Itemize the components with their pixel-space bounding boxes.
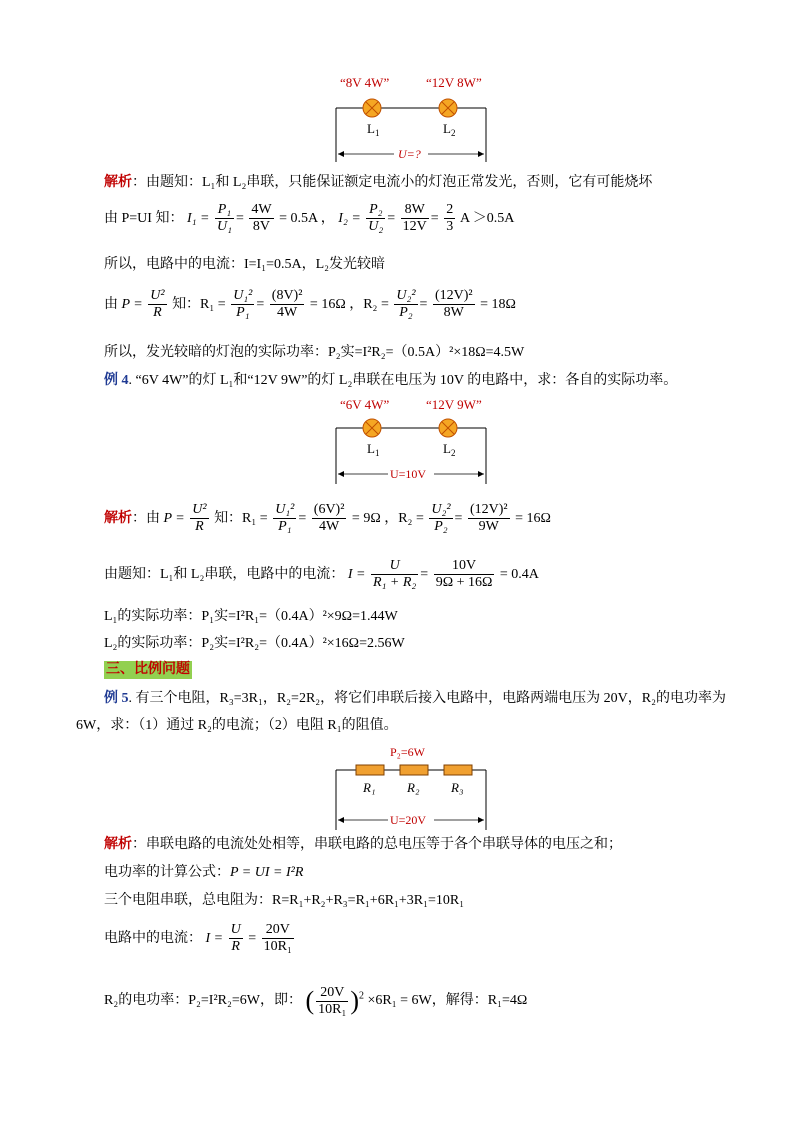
svg-text:L2: $L_2$ [443,441,456,458]
svg-text:R₁: R₁ [363,780,376,795]
resistor-1-icon [356,765,384,775]
ex3-line4: 由 P = $\frac{\text{U²}}{R}$ 知：R₁ = $\frac{\text{U₁²}}{\text{P₁}}$ = $\frac{\text{(8V)²}}{4W}$ = 16Ω ，R₂ = $\frac{\text{U₂²}}{\text{P₂}}$ = $\frac{\text{(12V)²}}{8W}$ = 18Ω [104,288,516,321]
lamp-1-icon [363,419,381,437]
ex4-sol-line4: L₂的实际功率：P₂实=I²R₂=（0.4A）²×16Ω=2.56W [104,636,405,651]
voltage-label-3: U=20V [390,813,427,827]
ex3-line3: 所以，电路中的电流：I=I₁=0.5A，L₂发光较暗 [104,257,386,272]
ex4-title: 例 4. “6V 4W”的灯 L₁和“12V 9W”的灯 L₂串联在电压为 10V 的电路中，求：各自的实际功率。 [104,373,678,388]
ex5-line2: 6W，求：（1）通过 R₂的电流；（2）电阻 R₁的阻值。 [76,718,398,733]
circuit-diagram-3 [330,742,500,834]
lamp-2-icon [439,99,457,117]
section-heading: 三、比例问题 [106,662,190,677]
power-label: P₂=6W [390,745,425,759]
resistor-3-icon [444,765,472,775]
ex4-sol-line2: 由题知：L₁和 L₂串联，电路中的电流： I = $\frac{U}{\text{R₁ + R₂}}$ = $\frac{10V}{9\Omega + 16\Omega}$ = 0.4A [104,558,539,591]
ex5-sol-line1: 解析：串联电路的电流处处相等，串联电路的总电压等于各个串联导体的电压之和； [104,837,622,852]
voltage-label-2: U=10V [390,467,427,481]
lamp2-rating: “12V 8W” [426,75,482,90]
svg-text:L1: $L_1$ [367,121,380,138]
ex3-line2: 由 P=UI 知： I₁ = $\frac{\text{P₁}}{\text{U₁}}$ = $\frac{4W}{8V}$ = 0.5A ， I₂ = $\frac{\text{P₂}}{\text{U₂}}$ = $\frac{8W}{12V}$ = $\frac{2}{3}$ A ＞0.5A [104,202,515,235]
ex5-sol-line2: 电功率的计算公式：P = UI = I²R [104,865,304,880]
ex5-line1: 例 5. 有三个电阻，R₃=3R₁，R₂=2R₂，将它们串联后接入电路中，电路两端电压为 20V，R₂的电功率为 [104,691,726,706]
lamp-2-icon [439,419,457,437]
lamp-1-icon [363,99,381,117]
ex4-sol-line1: 解析：由 P = $\frac{\text{U²}}{R}$ 知：R₁ = $\frac{\text{U₁²}}{\text{P₁}}$ = $\frac{\text{(6V)²}}{4W}$ = 9Ω ，R₂ = $\frac{\text{U₂²}}{\text{P₂}}$ = $\frac{\text{(12V)²}}{9W}$ = 16Ω [104,502,551,535]
svg-text:L1: $L_1$ [367,441,380,458]
resistor-2-icon [400,765,428,775]
circuit-diagram-1 [330,74,500,166]
svg-text:R₂: R₂ [407,780,420,795]
ex3-line5: 所以，发光较暗的灯泡的实际功率：P₂实=I²R₂=（0.5A）²×18Ω=4.5W [104,345,525,360]
svg-text:L2: $L_2$ [443,121,456,138]
voltage-label-1: U=? [398,147,421,161]
svg-text:R₃: R₃ [451,780,464,795]
circuit-diagram-2 [330,396,500,488]
lamp1-rating: “8V 4W” [340,75,390,90]
ex3-line1: 解析：由题知：L₁和 L₂串联，只能保证额定电流小的灯泡正常发光，否则，它有可能烧坏 [104,175,653,190]
ex5-sol-line3: 三个电阻串联，总电阻为：R=R₁+R₂+R₃=R₁+6R₁+3R₁=10R₁ [104,893,465,908]
ex4-sol-line3: L₁的实际功率：P₁实=I²R₁=（0.4A）²×9Ω=1.44W [104,609,398,624]
svg-text:“6V 4W”: “6V 4W” [340,397,390,412]
ex5-sol-line5: R₂的电功率：P₂=I²R₂=6W，即： ( $\frac{20V}{\text{10R₁}}$ )$^2$ ×6R₁ = 6W，解得：R₁=4Ω [104,984,528,1017]
ex5-sol-line4: 电路中的电流： I = $\frac{U}{R}$ = $\frac{20V}{\text{10R₁}}$ [104,922,292,955]
svg-text:“12V 9W”: “12V 9W” [426,397,482,412]
